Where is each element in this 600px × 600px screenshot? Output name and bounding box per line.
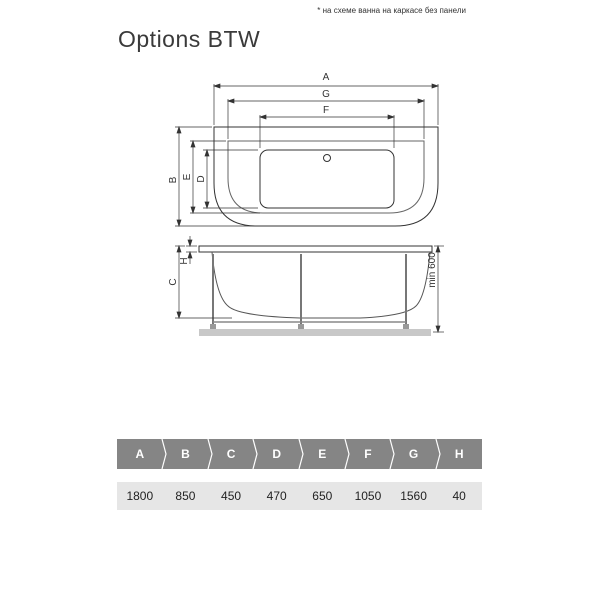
table-cell: 1800 bbox=[117, 482, 163, 510]
label-g: G bbox=[322, 89, 330, 100]
label-c: C bbox=[168, 278, 179, 286]
table-header-cell: E bbox=[300, 439, 346, 469]
table-spacer-row bbox=[117, 469, 482, 482]
floor bbox=[199, 329, 431, 336]
table-header-cell: B bbox=[163, 439, 209, 469]
note-text: * на схеме ванна на каркасе без панели bbox=[317, 6, 466, 15]
side-view bbox=[199, 246, 432, 329]
table-cell: 450 bbox=[208, 482, 254, 510]
label-d: D bbox=[196, 175, 207, 183]
label-h: H bbox=[179, 257, 190, 265]
foot-left bbox=[210, 324, 216, 329]
table-header-cell: F bbox=[345, 439, 391, 469]
table-row bbox=[117, 482, 482, 510]
label-f: F bbox=[322, 105, 330, 116]
table-header-cell: D bbox=[254, 439, 300, 469]
table-cell: 1050 bbox=[345, 482, 391, 510]
table-cell: 850 bbox=[163, 482, 209, 510]
table-header-cell: A bbox=[117, 439, 163, 469]
table-header-cell: C bbox=[208, 439, 254, 469]
product-title: Options BTW bbox=[118, 26, 261, 52]
dimension-c bbox=[175, 246, 232, 318]
dimensions-table bbox=[117, 439, 482, 510]
foot-right bbox=[403, 324, 409, 329]
foot-mid bbox=[298, 324, 304, 329]
dimension-d bbox=[203, 150, 258, 208]
drain-icon bbox=[324, 155, 331, 162]
table-cell: 650 bbox=[300, 482, 346, 510]
label-min600: min 600 bbox=[427, 252, 438, 288]
table-cell: 1560 bbox=[391, 482, 437, 510]
top-view bbox=[214, 127, 438, 226]
table-header-cell: H bbox=[436, 439, 482, 469]
table-header-row bbox=[117, 439, 482, 469]
side-body bbox=[212, 252, 430, 318]
label-b: B bbox=[168, 176, 179, 184]
label-a: A bbox=[322, 72, 330, 83]
dimension-f bbox=[260, 115, 394, 148]
inner-rim bbox=[228, 141, 424, 213]
label-e: E bbox=[182, 173, 193, 181]
side-rim bbox=[199, 246, 432, 252]
table-cell: 40 bbox=[436, 482, 482, 510]
table-cell: 470 bbox=[254, 482, 300, 510]
table-header-cell: G bbox=[391, 439, 437, 469]
